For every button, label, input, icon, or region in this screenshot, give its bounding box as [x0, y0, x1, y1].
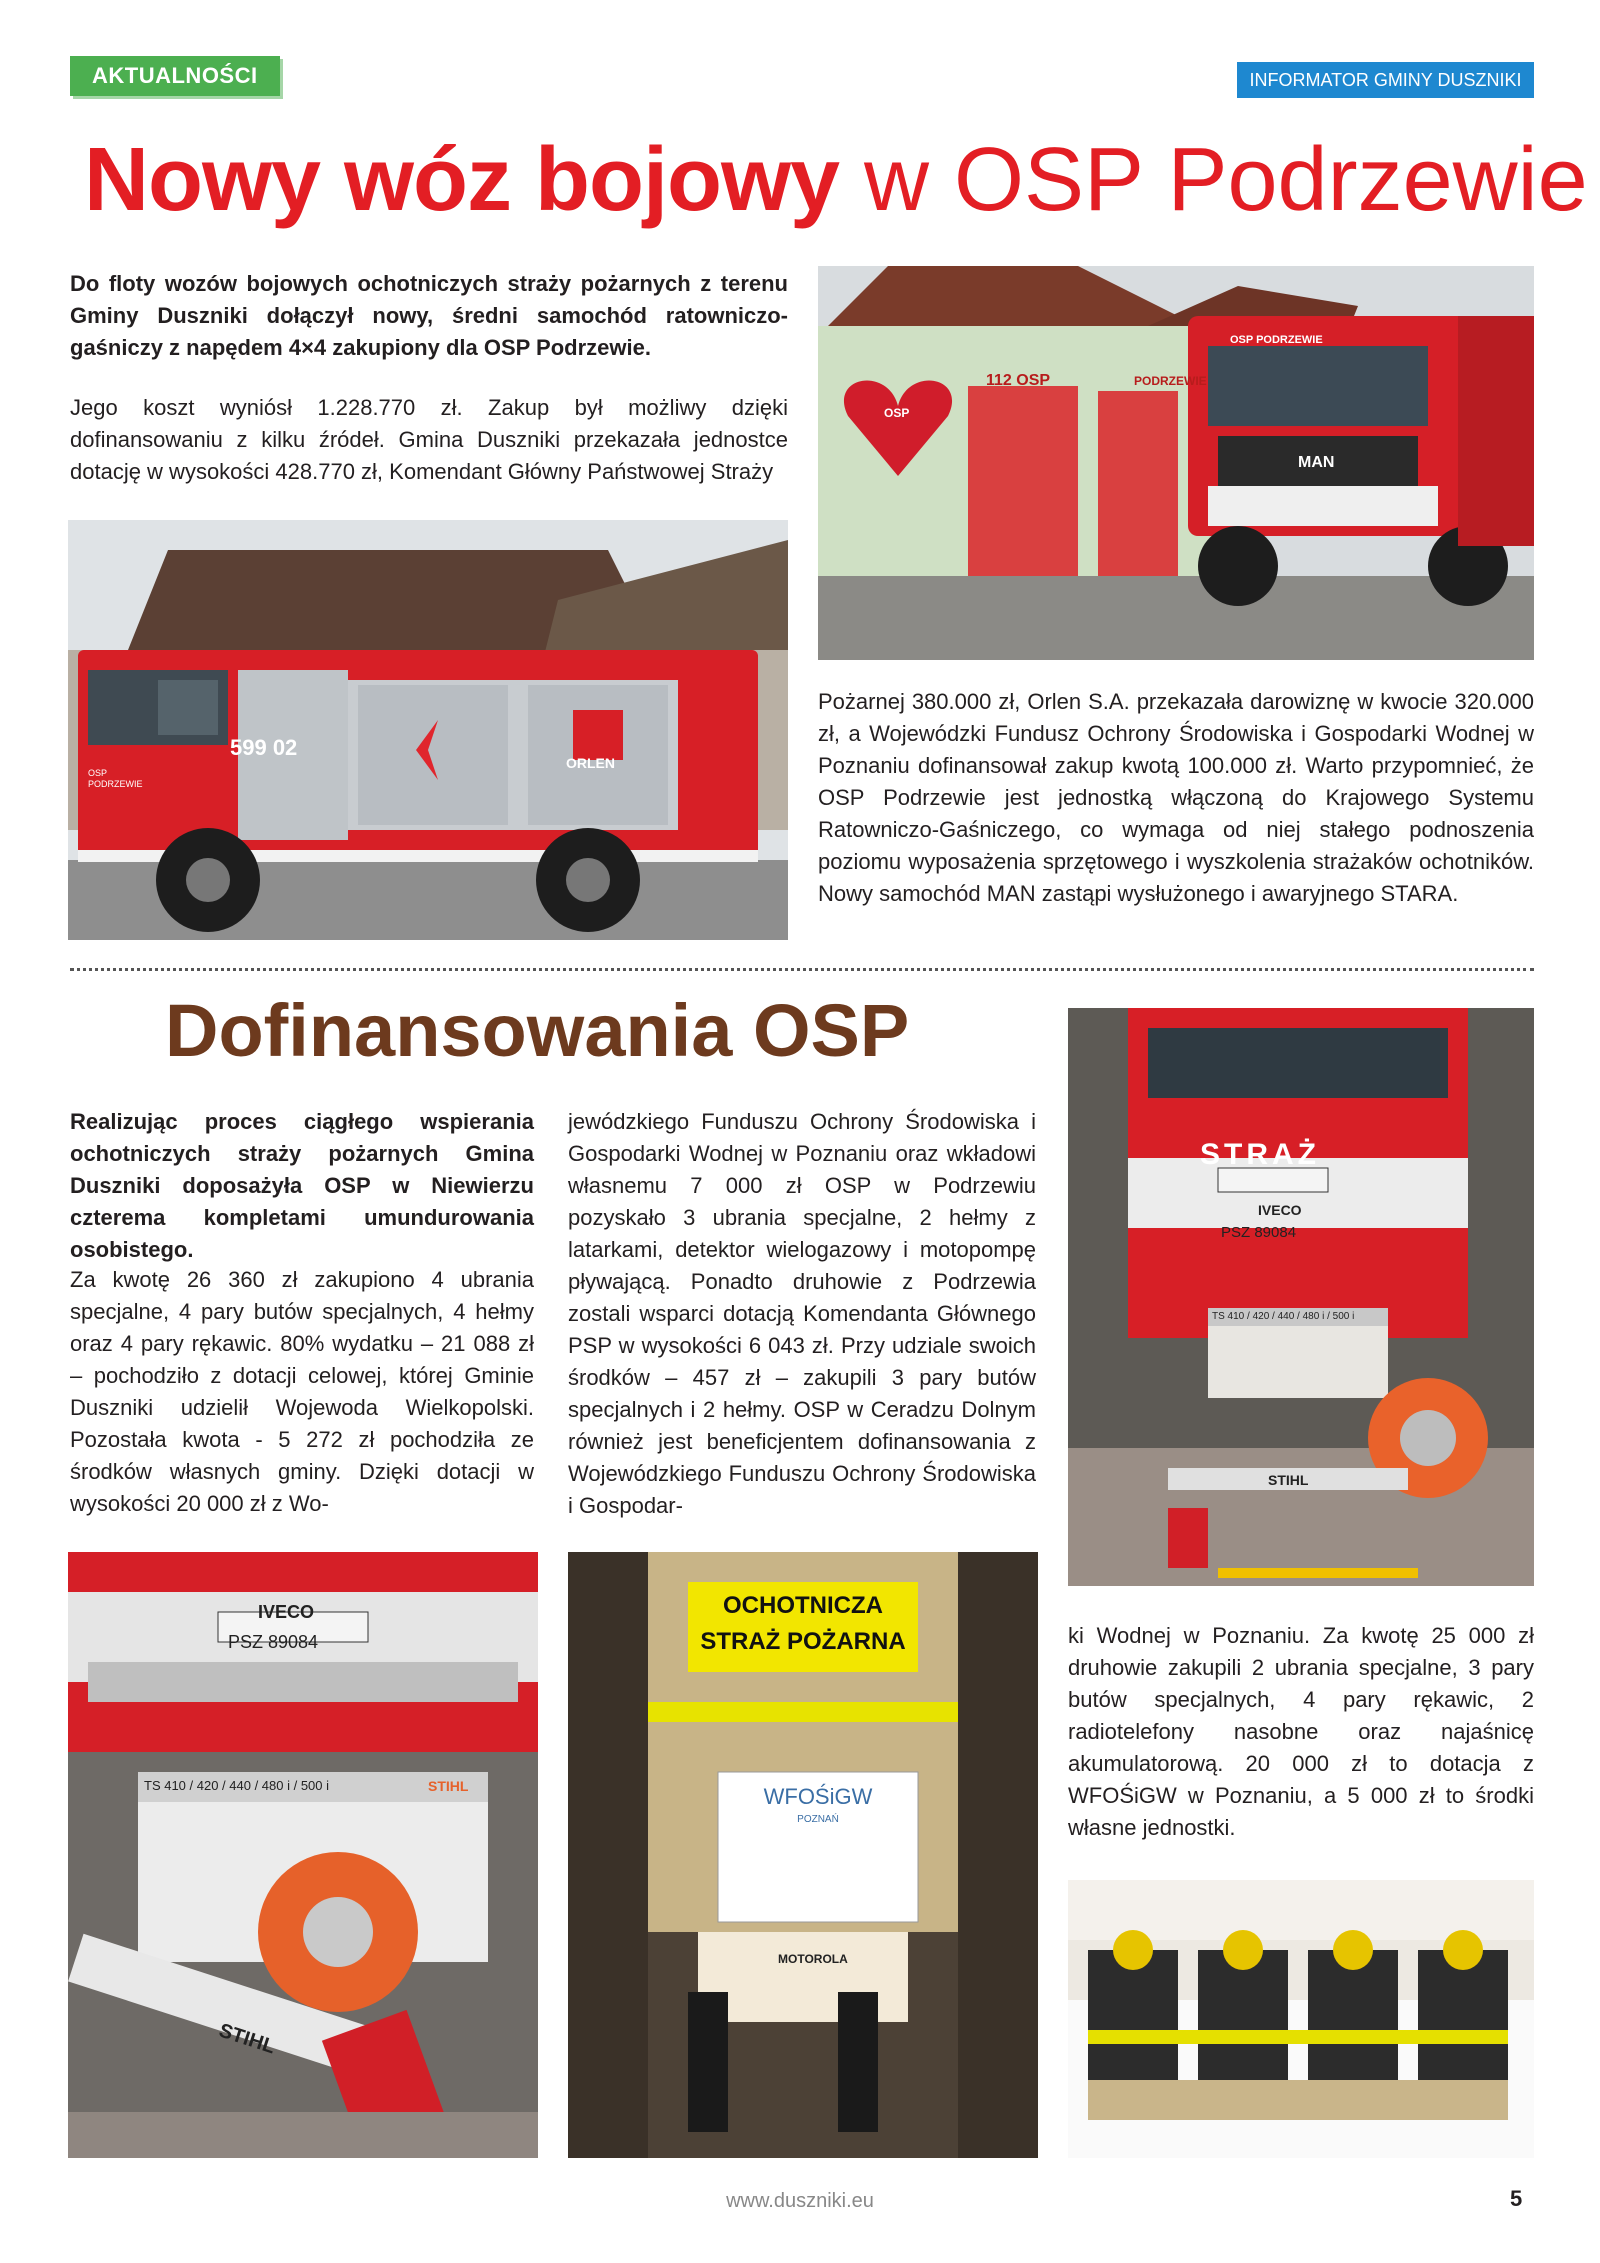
- jacket-text-line1: OCHOTNICZA: [723, 1592, 883, 1619]
- article1-title-bold: Nowy wóz bojowy: [84, 130, 840, 230]
- door-emblem-text: OSP PODRZEWIE: [88, 768, 143, 789]
- iveco-label: IVECO: [1258, 1202, 1302, 1218]
- wfosigw-logo-text: WFOŚiGW: [763, 1784, 873, 1809]
- publication-banner: INFORMATOR GMINY DUSZNIKI: [1237, 62, 1534, 98]
- photo-saw-closeup: [68, 1552, 538, 2158]
- straz-label: STRAŻ: [1200, 1138, 1320, 1171]
- article1-title: [84, 125, 1588, 235]
- page-number: 5: [1510, 2186, 1523, 2211]
- truck-brand-text: MAN: [1298, 454, 1335, 471]
- article2-title: Dofinansowania OSP: [165, 989, 910, 1072]
- stihl-box-label: TS 410 / 420 / 440 / 480 i / 500 i: [1212, 1311, 1355, 1322]
- truck-number-label: 599 02: [230, 735, 298, 760]
- building-name-text: PODRZEWIE: [1134, 374, 1207, 388]
- plate-closeup-label: PSZ 89084: [228, 1632, 319, 1652]
- building-number-text: 112 OSP: [986, 372, 1051, 389]
- plate-label: PSZ 89084: [1221, 1224, 1297, 1241]
- section-tag: AKTUALNOŚCI: [70, 56, 280, 96]
- motorola-box-text: MOTOROLA: [778, 1952, 848, 1966]
- stihl-box-closeup-label: STIHL: [428, 1778, 469, 1794]
- article2-lead: Realizując proces ciągłego wspierania ochotniczych straży pożarnych Gmina Duszniki doposażyła OSP w Niewierzu czterema kompletami umundurowania osobistego.: [70, 1109, 534, 1262]
- stihl-saw-closeup-label: STIHL: [216, 2019, 278, 2059]
- wfosigw-city-text: POZNAŃ: [797, 1814, 839, 1825]
- section-separator: [70, 968, 1534, 971]
- footer-url: www.duszniki.eu: [726, 2190, 874, 2212]
- box-closeup-label: TS 410 / 420 / 440 / 480 i / 500 i: [144, 1778, 330, 1793]
- photo-iveco-equipment: [1068, 1008, 1534, 1586]
- article2-col2: jewódzkiego Funduszu Ochrony Środowiska i Gospodarki Wodnej w Poznaniu oraz wkładowi własnemu 7 000 zł OSP w Podrzewiu pozyskało 3 ubrania specjalne, 2 hełmy z latarkami, detektor wielogazowy i motopompę pływającą. Ponadto druhowie z Podrzewia zostali wsparci dotacją Komendanta Głównego PSP w wysokości 6 043 zł. Przy udziale swoich środków – 457 zł – zakupili 3 pary butów specjalnych i 2 hełmy. OSP w Ceradzu Dolnym również jest beneficjentem dofinansowania z Wojewódzkiego Funduszu Ochrony Środowiska i Gospodar-: [568, 1109, 1036, 1518]
- stihl-saw-label: STIHL: [1268, 1472, 1309, 1488]
- iveco-closeup-label: IVECO: [258, 1602, 315, 1622]
- article1-title-rest: w OSP Podrzewie: [839, 130, 1588, 230]
- photo-uniform-radios: [568, 1552, 1038, 2158]
- article1-body-left: Jego koszt wyniósł 1.228.770 zł. Zakup był możliwy dzięki dofinansowaniu z kilku źródeł. Gmina Duszniki przekazała jednostce dotację w wysokości 428.770 zł, Komendant Główny Państwowej Straży: [70, 395, 788, 484]
- heart-sign-text: OSP: [884, 406, 910, 420]
- article1-body-right: Pożarnej 380.000 zł, Orlen S.A. przekazała darowiznę w kwocie 320.000 zł, a Wojewódzki Fundusz Ochrony Środowiska i Gospodarki Wodnej w Poznaniu dofinansował zakup kwotą 100.000 zł. Warto przypomnieć, że OSP Podrzewie jest jednostką włączoną do Krajowego Systemu Ratowniczo-Gaśniczego, co wymaga od niej stałego podnoszenia poziomu wyposażenia sprzętowego i wyszkolenia strażaków ochotników. Nowy samochód MAN zastąpi wysłużonego i awaryjnego STARA.: [818, 689, 1534, 906]
- photo-uniforms-table: [1068, 1880, 1534, 2158]
- truck-cab-text: OSP PODRZEWIE: [1230, 334, 1323, 346]
- orlen-logo-text: ORLEN: [566, 755, 615, 771]
- article2-col3: ki Wodnej w Poznaniu. Za kwotę 25 000 zł druhowie zakupili 2 ubrania specjalne, 3 pary butów specjalnych, 4 pary rękawic, 2 radiotelefony nasobne oraz najaśnicę akumulatorową. 20 000 zł to dotacja z WFOŚiGW w Poznaniu, a 5 000 zł to środki własne jednostki.: [1068, 1623, 1534, 1840]
- photo-truck-side: [68, 520, 788, 940]
- article2-col1: Za kwotę 26 360 zł zakupiono 4 ubrania specjalne, 4 pary butów specjalnych, 4 hełmy oraz 4 pary rękawic. 80% wydatku – 21 088 zł – pochodziło z dotacji celowej, której Gminie Duszniki udzielił Wojewoda Wielkopolski. Pozostała kwota - 5 272 zł pochodziła ze środków własnych gminy. Dzięki dotacji w wysokości 20 000 zł z Wo-: [70, 1267, 534, 1516]
- photo-fire-station: [818, 266, 1534, 660]
- article1-lead: Do floty wozów bojowych ochotniczych straży pożarnych z terenu Gminy Duszniki dołączył nowy, średni samochód ratowniczo-gaśniczy z napędem 4×4 zakupiony dla OSP Podrzewie.: [70, 271, 788, 360]
- jacket-text-line2: STRAŻ POŻARNA: [700, 1628, 906, 1655]
